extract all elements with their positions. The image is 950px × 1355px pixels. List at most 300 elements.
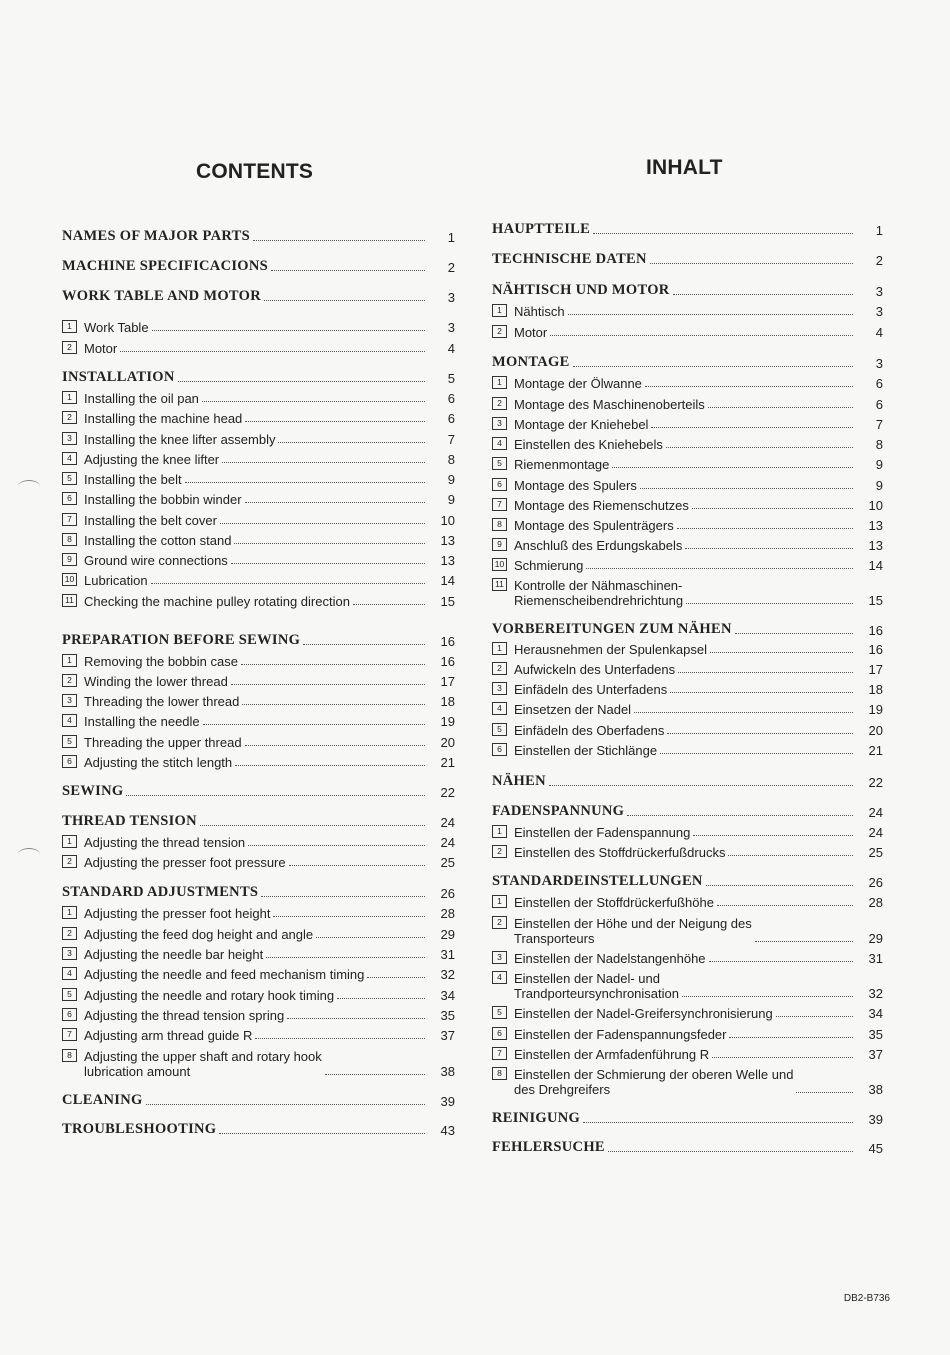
page-number: 24	[868, 825, 883, 840]
dot-leader	[634, 712, 853, 713]
toc-label: Adjusting the presser foot pressure	[84, 855, 286, 870]
toc-item-body	[62, 906, 270, 921]
toc-item-body	[492, 578, 683, 608]
dot-leader	[583, 1122, 853, 1123]
dot-leader	[203, 724, 425, 725]
item-number: 1	[62, 654, 77, 667]
toc-item-body	[492, 895, 714, 910]
toc-item-body	[62, 654, 238, 669]
toc-entry	[62, 490, 455, 507]
toc-label: Installing the belt cover	[84, 513, 217, 528]
page-number: 32	[440, 967, 455, 982]
dot-leader	[677, 528, 853, 529]
toc-item-body	[62, 411, 242, 426]
page-number: 22	[868, 775, 883, 790]
dot-leader	[231, 563, 425, 564]
toc-label: Adjusting arm thread guide R	[84, 1028, 253, 1043]
toc-item-body	[492, 845, 725, 860]
toc-item-body	[492, 437, 663, 452]
toc-entry	[62, 945, 455, 962]
item-number: 5	[62, 735, 77, 748]
toc-item-body	[492, 498, 689, 513]
dot-leader	[776, 1016, 853, 1017]
toc-item-body	[62, 553, 228, 568]
page-number: 14	[868, 558, 883, 573]
dot-leader	[706, 885, 853, 886]
toc-item-body	[62, 594, 350, 609]
toc-item-body	[492, 916, 752, 946]
item-number: 5	[492, 723, 507, 736]
toc-label: Adjusting the stitch length	[84, 755, 233, 770]
item-number: 10	[492, 558, 507, 571]
toc-item-body	[492, 1006, 773, 1021]
toc-section-label: HAUPTTEILE	[492, 221, 591, 237]
toc-item-body	[492, 538, 682, 553]
dot-leader	[692, 508, 853, 509]
item-number: 8	[492, 1067, 507, 1080]
toc-label	[84, 1049, 322, 1079]
toc-item-body	[62, 1028, 252, 1043]
toc-item-body	[62, 947, 263, 962]
item-number: 4	[62, 967, 77, 980]
toc-entry	[62, 1006, 455, 1023]
page-number: 15	[440, 594, 455, 609]
toc-label: Threading the lower thread	[84, 694, 240, 709]
item-number: 2	[492, 916, 507, 929]
dot-leader	[200, 825, 425, 826]
page-number: 35	[440, 1008, 455, 1023]
toc-section-label: WORK TABLE AND MOTOR	[62, 288, 261, 304]
page-number: 19	[440, 714, 455, 729]
dot-leader	[126, 795, 425, 796]
toc-label: Installing the bobbin winder	[84, 492, 242, 507]
toc-entry	[62, 470, 455, 487]
item-number: 6	[492, 743, 507, 756]
toc-section-label: TECHNISCHE DATEN	[492, 251, 647, 267]
dot-leader	[178, 381, 425, 382]
inhalt-title: INHALT	[646, 156, 723, 179]
item-number: 2	[62, 341, 77, 354]
toc-item-body	[62, 472, 182, 487]
toc-label: Adjusting the feed dog height and angle	[84, 927, 314, 942]
toc-entry	[62, 430, 455, 447]
dot-leader	[735, 633, 853, 634]
dot-leader	[245, 745, 425, 746]
toc-section-label: NÄHEN	[492, 773, 546, 789]
toc-item-body	[62, 391, 199, 406]
toc-section-label: INSTALLATION	[62, 369, 175, 385]
page-number: 7	[447, 432, 455, 447]
item-number: 1	[492, 825, 507, 838]
item-number: 4	[492, 702, 507, 715]
dot-leader	[222, 462, 425, 463]
toc-entry	[492, 1045, 883, 1062]
toc-label-line1: Einstellen der Nadel- und	[514, 971, 660, 986]
toc-label-line1: Adjusting the upper shaft and rotary hook	[84, 1049, 322, 1064]
dot-leader	[670, 692, 853, 693]
toc-entry	[62, 389, 455, 406]
toc-label: Removing the bobbin case	[84, 654, 238, 669]
toc-entry	[492, 476, 883, 493]
dot-leader	[151, 583, 425, 584]
page-number: 18	[440, 694, 455, 709]
item-number: 5	[62, 988, 77, 1001]
item-number: 9	[492, 538, 507, 551]
dot-leader	[728, 855, 853, 856]
dot-leader	[231, 684, 425, 685]
toc-label: Montage der Kniehebel	[514, 417, 649, 432]
toc-item-body	[492, 951, 706, 966]
toc-entry	[492, 823, 883, 840]
toc-section-label: NÄHTISCH UND MOTOR	[492, 282, 670, 298]
dot-leader	[710, 652, 853, 653]
toc-entry	[62, 1092, 455, 1109]
toc-label: Herausnehmen der Spulenkapsel	[514, 642, 707, 657]
toc-item-body	[492, 478, 637, 493]
page-number: 7	[875, 417, 883, 432]
toc-item-body	[492, 682, 667, 697]
toc-entry	[492, 251, 883, 268]
item-number: 2	[492, 397, 507, 410]
toc-entry	[62, 712, 455, 729]
toc-entry	[62, 813, 455, 830]
toc-label: Montage der Ölwanne	[514, 376, 642, 391]
page-number: 21	[440, 755, 455, 770]
toc-label: Installing the cotton stand	[84, 533, 232, 548]
toc-label: Einstellen der Armfadenführung R	[514, 1047, 710, 1062]
item-number: 3	[62, 694, 77, 707]
toc-item-body	[492, 743, 657, 758]
item-number: 6	[62, 492, 77, 505]
toc-entry	[492, 415, 883, 432]
toc-label-line2: des Drehgreifers	[514, 1082, 611, 1097]
dot-leader	[673, 294, 853, 295]
page-number: 43	[440, 1123, 455, 1138]
dot-leader	[608, 1151, 853, 1152]
dot-leader	[278, 442, 425, 443]
page-number: 6	[875, 397, 883, 412]
item-number: 1	[492, 642, 507, 655]
page-number: 3	[447, 320, 455, 335]
toc-entry	[62, 925, 455, 942]
toc-entry	[492, 374, 883, 391]
page-number: 17	[868, 662, 883, 677]
item-number: 2	[492, 662, 507, 675]
toc-item-body	[62, 432, 275, 447]
dot-leader	[550, 335, 853, 336]
item-number: 7	[62, 1028, 77, 1041]
toc-entry	[492, 680, 883, 697]
toc-label: Installing the machine head	[84, 411, 243, 426]
item-number: 7	[492, 1047, 507, 1060]
toc-label: Adjusting the thread tension	[84, 835, 246, 850]
dot-leader	[573, 366, 853, 367]
toc-entry	[492, 1139, 883, 1156]
toc-entry	[62, 551, 455, 568]
page-number: 16	[868, 623, 883, 638]
dot-leader	[709, 961, 853, 962]
toc-label-line2: Trandporteursynchronisation	[514, 986, 679, 1001]
dot-leader	[682, 996, 853, 997]
item-number: 5	[492, 457, 507, 470]
item-number: 8	[62, 533, 77, 546]
dot-leader	[693, 835, 853, 836]
toc-item-body	[62, 735, 242, 750]
page-number: 3	[447, 290, 455, 305]
toc-item-body	[492, 662, 675, 677]
page-number: 10	[440, 513, 455, 528]
toc-entry	[62, 986, 455, 1003]
page-number: 21	[868, 743, 883, 758]
dot-leader	[242, 704, 425, 705]
toc-label: Einstellen der Nadel-Greifersynchronisierung	[514, 1006, 773, 1021]
page-number: 16	[868, 642, 883, 657]
dot-leader	[273, 916, 425, 917]
toc-item-body	[492, 417, 648, 432]
toc-item-body	[492, 1027, 726, 1042]
toc-label-line2: Riemenscheibendrehrichtung	[514, 593, 684, 608]
toc-item-body	[492, 642, 707, 657]
toc-item-body	[62, 694, 239, 709]
toc-entry	[62, 592, 455, 609]
page-number: 18	[868, 682, 883, 697]
toc-item-body	[492, 518, 674, 533]
toc-item-body	[492, 376, 642, 391]
toc-entry	[492, 660, 883, 677]
dot-leader	[289, 865, 425, 866]
dot-leader	[593, 233, 853, 234]
page-number: 24	[440, 815, 455, 830]
toc-item-body	[62, 452, 219, 467]
dot-leader	[796, 1092, 853, 1093]
page-number: 2	[875, 253, 883, 268]
page-number: 8	[447, 452, 455, 467]
toc-entry	[62, 369, 455, 386]
page-number: 22	[440, 785, 455, 800]
dot-leader	[253, 240, 425, 241]
item-number: 4	[62, 452, 77, 465]
toc-entry	[492, 949, 883, 966]
toc-entry	[62, 733, 455, 750]
toc-section-label: NAMES OF MAJOR PARTS	[62, 228, 250, 244]
toc-entry	[62, 450, 455, 467]
dot-leader	[640, 488, 853, 489]
item-number: 11	[492, 578, 507, 591]
toc-entry	[492, 773, 883, 790]
toc-label-line1: Einstellen der Schmierung der oberen Welle und	[514, 1067, 794, 1082]
toc-entry	[492, 741, 883, 758]
page-number: 5	[447, 371, 455, 386]
toc-label: Checking the machine pulley rotating direction	[84, 594, 350, 609]
item-number: 6	[62, 755, 77, 768]
toc-item-body	[62, 320, 149, 335]
item-number: 2	[62, 927, 77, 940]
toc-entry	[62, 409, 455, 426]
toc-entry	[492, 282, 883, 299]
toc-section-label: SEWING	[62, 783, 124, 799]
page-number: 25	[868, 845, 883, 860]
page-number: 24	[440, 835, 455, 850]
toc-entry	[492, 916, 883, 946]
dot-leader	[266, 957, 425, 958]
page-number: 15	[868, 593, 883, 608]
page-number: 9	[447, 472, 455, 487]
toc-label	[514, 1067, 793, 1097]
toc-entry	[492, 640, 883, 657]
toc-entry	[492, 516, 883, 533]
dot-leader	[271, 270, 425, 271]
toc-section-label: THREAD TENSION	[62, 813, 197, 829]
toc-entry	[492, 578, 883, 608]
toc-section-label: VORBEREITUNGEN ZUM NÄHEN	[492, 621, 732, 637]
toc-entry	[62, 531, 455, 548]
toc-section-label: PREPARATION BEFORE SEWING	[62, 632, 301, 648]
page-number: 31	[440, 947, 455, 962]
toc-item-body	[62, 714, 200, 729]
dot-leader	[234, 543, 425, 544]
dot-leader	[729, 1037, 853, 1038]
dot-leader	[667, 733, 853, 734]
item-number: 11	[62, 594, 77, 607]
page-number: 28	[440, 906, 455, 921]
toc-item-body	[492, 304, 565, 319]
toc-item-body	[62, 755, 232, 770]
toc-entry	[492, 843, 883, 860]
page-number: 39	[868, 1112, 883, 1127]
dot-leader	[303, 644, 425, 645]
toc-item-body	[492, 1047, 709, 1062]
item-number: 8	[62, 1049, 77, 1062]
toc-entry	[492, 435, 883, 452]
page-number: 1	[875, 223, 883, 238]
item-number: 2	[492, 845, 507, 858]
toc-label: Adjusting the needle and feed mechanism timing	[84, 967, 365, 982]
page-number: 9	[875, 478, 883, 493]
toc-entry	[492, 221, 883, 238]
page-number: 4	[875, 325, 883, 340]
toc-label: Einstellen der Fadenspannung	[514, 825, 691, 840]
page-number: 34	[868, 1006, 883, 1021]
toc-item-body	[62, 1008, 284, 1023]
document-code: DB2-B736	[843, 1293, 890, 1304]
item-number: 4	[492, 437, 507, 450]
page-number: 31	[868, 951, 883, 966]
dot-leader	[708, 407, 853, 408]
item-number: 1	[492, 376, 507, 389]
toc-entry	[62, 652, 455, 669]
dot-leader	[549, 785, 853, 786]
item-number: 1	[62, 391, 77, 404]
toc-item-body	[492, 971, 679, 1001]
item-number: 6	[492, 1027, 507, 1040]
toc-item-body	[492, 1067, 793, 1097]
dot-leader	[337, 998, 425, 999]
toc-label: Montage des Spulenträgers	[514, 518, 674, 533]
toc-entry	[62, 692, 455, 709]
dot-leader	[755, 941, 853, 942]
toc-entry	[492, 721, 883, 738]
toc-label: Threading the upper thread	[84, 735, 242, 750]
page-number: 26	[440, 886, 455, 901]
toc-label: Montage des Spulers	[514, 478, 637, 493]
page-number: 6	[875, 376, 883, 391]
dot-leader	[146, 1104, 425, 1105]
item-number: 5	[62, 472, 77, 485]
hole-punch-mark	[18, 848, 40, 861]
toc-entry	[492, 354, 883, 371]
page-number: 6	[447, 411, 455, 426]
toc-label: Montage des Riemenschutzes	[514, 498, 689, 513]
toc-label: Riemenmontage	[514, 457, 610, 472]
page-number: 13	[440, 553, 455, 568]
toc-entry	[492, 323, 883, 340]
page-number: 32	[868, 986, 883, 1001]
item-number: 4	[492, 971, 507, 984]
toc-label: Einstellen des Kniehebels	[514, 437, 663, 452]
page-number: 19	[868, 702, 883, 717]
toc-entry	[492, 302, 883, 319]
page-number: 9	[875, 457, 883, 472]
toc-label: Installing the needle	[84, 714, 200, 729]
page-number: 37	[868, 1047, 883, 1062]
toc-label: Lubrication	[84, 573, 148, 588]
toc-entry	[62, 1026, 455, 1043]
dot-leader	[686, 603, 853, 604]
toc-entry	[62, 228, 455, 245]
page-number: 3	[875, 284, 883, 299]
toc-entry	[492, 556, 883, 573]
dot-leader	[645, 386, 853, 387]
toc-entry	[62, 258, 455, 275]
toc-entry	[62, 288, 455, 305]
toc-label: Installing the oil pan	[84, 391, 199, 406]
page-number: 39	[440, 1094, 455, 1109]
toc-label: Einstellen der Fadenspannungsfeder	[514, 1027, 727, 1042]
item-number: 6	[62, 1008, 77, 1021]
page-number: 29	[868, 931, 883, 946]
dot-leader	[678, 672, 853, 673]
toc-entry	[492, 395, 883, 412]
dot-leader	[255, 1038, 425, 1039]
page-number: 3	[875, 356, 883, 371]
dot-leader	[241, 664, 425, 665]
dot-leader	[353, 604, 425, 605]
page-number: 37	[440, 1028, 455, 1043]
toc-label	[514, 578, 683, 608]
toc-item-body	[492, 558, 583, 573]
hole-punch-mark	[18, 480, 40, 493]
toc-entry	[62, 884, 455, 901]
dot-leader	[220, 523, 425, 524]
toc-entry	[62, 1121, 455, 1138]
page-number: 24	[868, 805, 883, 820]
item-number: 2	[62, 411, 77, 424]
toc-entry	[492, 803, 883, 820]
page-number: 13	[868, 538, 883, 553]
item-number: 7	[62, 513, 77, 526]
toc-entry	[492, 455, 883, 472]
toc-label: Installing the knee lifter assembly	[84, 432, 276, 447]
toc-label: Installing the belt	[84, 472, 182, 487]
toc-item-body	[62, 513, 217, 528]
toc-entry	[492, 700, 883, 717]
page-number: 17	[440, 674, 455, 689]
dot-leader	[120, 351, 425, 352]
toc-section-label: FEHLERSUCHE	[492, 1139, 605, 1155]
toc-entry	[62, 571, 455, 588]
toc-label: Einfädeln des Unterfadens	[514, 682, 668, 697]
dot-leader	[245, 421, 425, 422]
